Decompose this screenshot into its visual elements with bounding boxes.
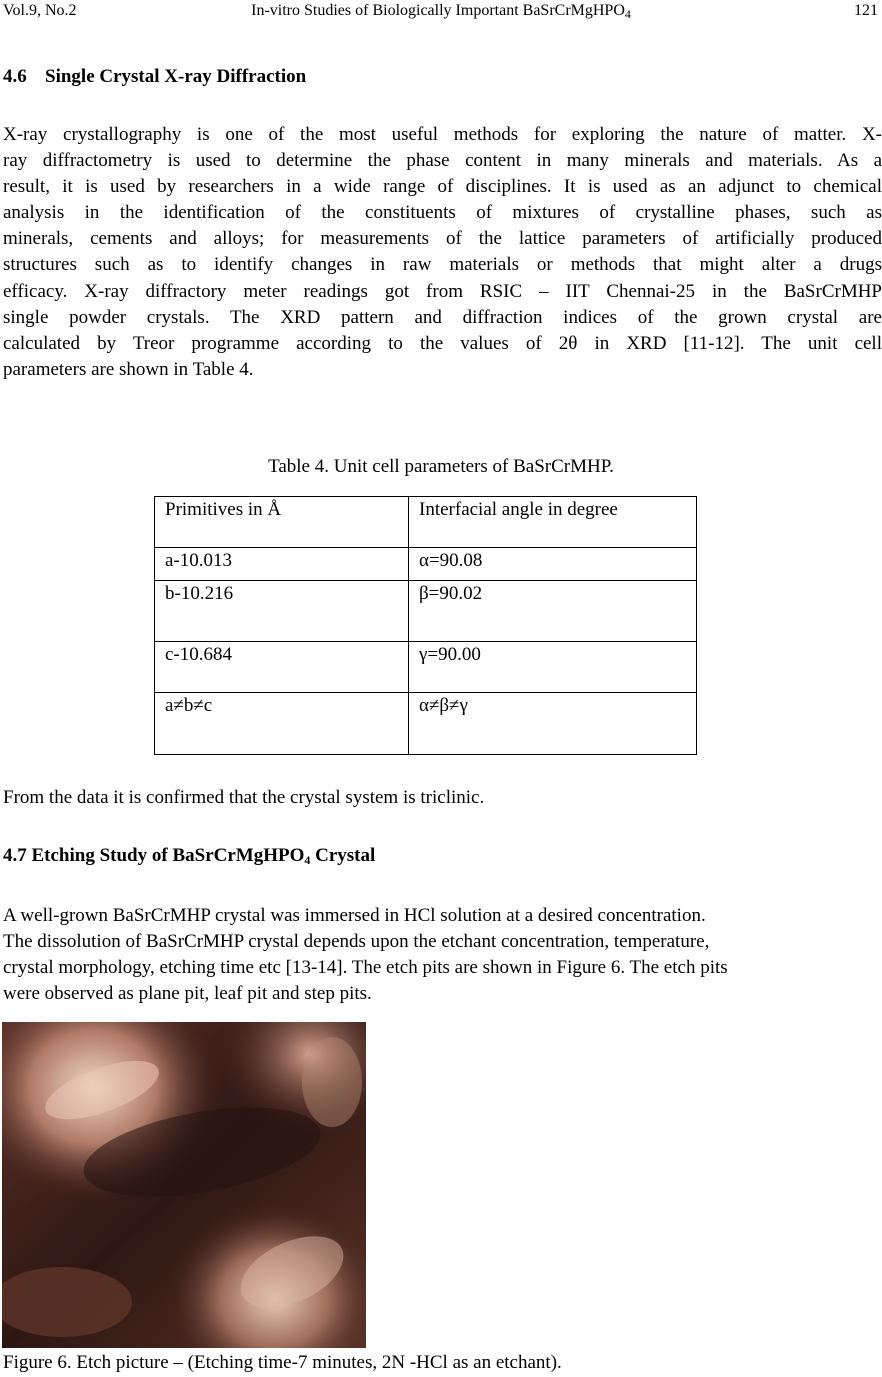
paragraph-line: analysis in the identification of the constituents of mixtures of crystalline phases, such as [3,202,882,224]
section-title: Single Crystal X-ray Diffraction [45,66,307,87]
section-heading-4-7: 4.7 Etching Study of BaSrCrMgHPO$_4$ Crystal [3,845,376,867]
table-cell: γ=90.00 [409,642,697,693]
table-row [155,693,697,755]
section-number: 4.6 [3,66,27,87]
table-cell: β=90.02 [409,581,697,642]
table-cell: α≠β≠γ [409,693,697,755]
table-row [155,642,697,693]
paragraph-line: X-ray crystallography is one of the most useful methods for exploring the nature of matter. X- [3,124,882,145]
paragraph-line: structures such as to identify changes in raw materials or methods that might alter a drugs [3,254,882,276]
running-title: In-vitro Studies of Biologically Important BaSrCrMgHPO$_4$ [251,2,631,21]
etching-paragraph [3,903,728,1007]
table-cell: a≠b≠c [155,693,409,755]
paragraph-line: efficacy. X-ray diffractory meter readings got from RSIC – IIT Chennai-25 in the BaSrCrMHP [3,280,882,302]
unit-cell-table [154,496,697,755]
paragraph-line: parameters are shown in Table 4. [3,358,254,380]
paragraph-line: minerals, cements and alloys; for measurements of the lattice parameters of artificially produced [3,228,882,250]
table-row [155,581,697,642]
table-cell: a-10.013 [155,548,409,581]
running-header [0,0,882,26]
paragraph-line: A well-grown BaSrCrMHP crystal was immersed in HCl solution at a desired concentration. [3,905,706,926]
paragraph-line: single powder crystals. The XRD pattern and diffraction indices of the grown crystal are [3,306,882,328]
etch-pit-photo [2,1022,366,1348]
table-cell: c-10.684 [155,642,409,693]
paragraph-line: were observed as plane pit, leaf pit and step pits. [3,983,372,1004]
paragraph-line: calculated by Treor programme according to the values of 2θ in XRD [11-12]. The unit cell [3,332,882,354]
table-header-cell: Primitives in Å [155,497,409,548]
conclusion-text: From the data it is confirmed that the crystal system is triclinic. [3,787,485,808]
paragraph-line: The dissolution of BaSrCrMHP crystal depends upon the etchant concentration, temperature, [3,931,710,952]
table-header-cell: Interfacial angle in degree [409,497,697,548]
figure-caption: Figure 6. Etch picture – (Etching time-7 minutes, 2N -HCl as an etchant). [3,1352,562,1373]
xrd-paragraph [3,122,882,383]
journal-volume: Vol.9, No.2 [3,2,77,19]
paragraph-line: ray diffractometry is used to determine the phase content in many minerals and materials. As a [3,150,882,172]
section-heading-4-6 [3,66,306,88]
paragraph-line: result, it is used by researchers in a wide range of disciplines. It is used as an adjunct to chemical [3,176,882,198]
paragraph-line: crystal morphology, etching time etc [13-14]. The etch pits are shown in Figure 6. The etch pits [3,957,728,978]
table-caption: Table 4. Unit cell parameters of BaSrCrMHP. [268,456,614,477]
table-row [155,548,697,581]
page-number: 121 [854,2,878,19]
table-cell: b-10.216 [155,581,409,642]
table-header-row [155,497,697,548]
table-cell: α=90.08 [409,548,697,581]
